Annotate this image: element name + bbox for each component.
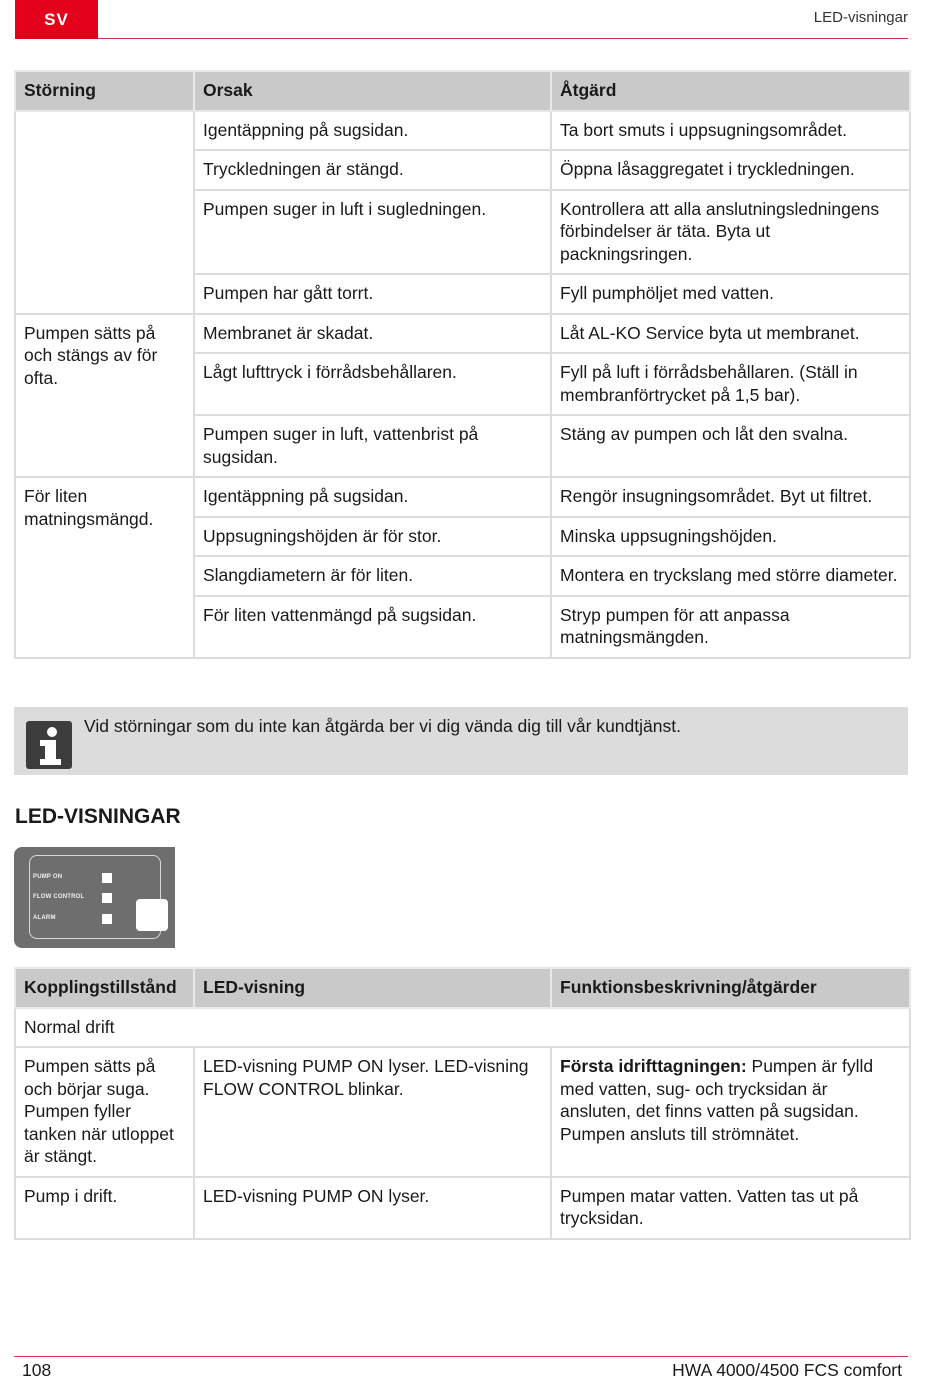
action-cell: Stryp pumpen för att anpassa matningsmängden.	[551, 596, 910, 658]
column-header-cause: Orsak	[194, 71, 551, 111]
cause-cell: Membranet är skadat.	[194, 314, 551, 354]
action-cell: Öppna låsaggregatet i tryckledningen.	[551, 150, 910, 190]
table-row	[15, 1177, 910, 1239]
table-header-row	[15, 968, 910, 1008]
footer-divider	[14, 1356, 908, 1357]
product-model: HWA 4000/4500 FCS comfort	[672, 1360, 902, 1380]
info-note-text: Vid störningar som du inte kan åtgärda ber vi dig vända dig till vår kundtjänst.	[84, 716, 681, 736]
led-indicator-alarm	[102, 914, 112, 924]
cause-cell: Igentäppning på sugsidan.	[194, 477, 551, 517]
state-cell: Pump i drift.	[15, 1177, 194, 1239]
description-text: Pumpen är fylld med vatten, sug- och trycksidan är ansluten, det finns vatten på sugsidan. Pumpen ansluts till strömnätet.	[560, 1056, 874, 1144]
description-text: Pumpen matar vatten. Vatten tas ut på trycksidan.	[560, 1185, 859, 1228]
action-cell: Minska uppsugningshöjden.	[551, 517, 910, 557]
led-label-alarm: ALARM	[33, 915, 56, 921]
fault-cell: För liten matningsmängd.	[15, 477, 194, 658]
action-cell: Låt AL-KO Service byta ut membranet.	[551, 314, 910, 354]
action-cell: Montera en tryckslang med större diameter.	[551, 556, 910, 596]
section-label: Normal drift	[15, 1008, 910, 1048]
info-note	[14, 707, 908, 775]
cause-cell: Pumpen suger in luft i sugledningen.	[194, 190, 551, 275]
table-row	[15, 111, 910, 151]
column-header-state: Kopplingstillstånd	[15, 968, 194, 1008]
description-cell	[551, 1047, 910, 1177]
cause-cell: Igentäppning på sugsidan.	[194, 111, 551, 151]
panel-button	[136, 899, 168, 931]
section-row	[15, 1008, 910, 1048]
column-header-action: Åtgärd	[551, 71, 910, 111]
page-header-title: LED-visningar	[813, 9, 908, 26]
cause-cell: För liten vattenmängd på sugsidan.	[194, 596, 551, 658]
cause-cell: Uppsugningshöjden är för stor.	[194, 517, 551, 557]
table-header-row	[15, 71, 910, 111]
section-title: LED-VISNINGAR	[15, 805, 181, 828]
page-number: 108	[22, 1360, 52, 1380]
action-cell: Rengör insugningsområdet. Byt ut filtret.	[551, 477, 910, 517]
state-cell: Pumpen sätts på och börjar suga. Pumpen fyller tanken när utloppet är stängt.	[15, 1047, 194, 1177]
table-row	[15, 1047, 910, 1177]
table-row	[15, 314, 910, 354]
cause-cell: Lågt lufttryck i förrådsbehållaren.	[194, 353, 551, 415]
action-cell: Kontrollera att alla anslutningsledningens förbindelser är täta. Byta ut packningsringen.	[551, 190, 910, 275]
fault-cell: Pumpen sätts på och stängs av för ofta.	[15, 314, 194, 478]
troubleshooting-table	[14, 70, 911, 659]
led-indicator-flow-control	[102, 893, 112, 903]
action-cell: Ta bort smuts i uppsugningsområdet.	[551, 111, 910, 151]
led-panel-image	[14, 847, 175, 948]
led-cell: LED-visning PUMP ON lyser.	[194, 1177, 551, 1239]
description-bold: Första idrifttagningen:	[560, 1056, 747, 1076]
led-table	[14, 967, 911, 1240]
column-header-description: Funktionsbeskrivning/åtgärder	[551, 968, 910, 1008]
info-icon	[26, 721, 72, 769]
description-cell	[551, 1177, 910, 1239]
fault-cell	[15, 111, 194, 314]
cause-cell: Pumpen har gått torrt.	[194, 274, 551, 314]
cause-cell: Slangdiametern är för liten.	[194, 556, 551, 596]
led-indicator-pump-on	[102, 873, 112, 883]
column-header-fault: Störning	[15, 71, 194, 111]
led-label-flow-control: FLOW CONTROL	[33, 894, 85, 900]
cause-cell: Pumpen suger in luft, vattenbrist på sugsidan.	[194, 415, 551, 477]
action-cell: Fyll på luft i förrådsbehållaren. (Ställ in membranförtrycket på 1,5 bar).	[551, 353, 910, 415]
header-divider	[98, 38, 908, 39]
action-cell: Stäng av pumpen och låt den svalna.	[551, 415, 910, 477]
cause-cell: Tryckledningen är stängd.	[194, 150, 551, 190]
led-label-pump-on: PUMP ON	[33, 874, 63, 880]
table-row	[15, 477, 910, 517]
led-cell: LED-visning PUMP ON lyser. LED-visning FLOW CONTROL blinkar.	[194, 1047, 551, 1177]
language-badge: SV	[15, 0, 98, 39]
action-cell: Fyll pumphöljet med vatten.	[551, 274, 910, 314]
column-header-led: LED-visning	[194, 968, 551, 1008]
